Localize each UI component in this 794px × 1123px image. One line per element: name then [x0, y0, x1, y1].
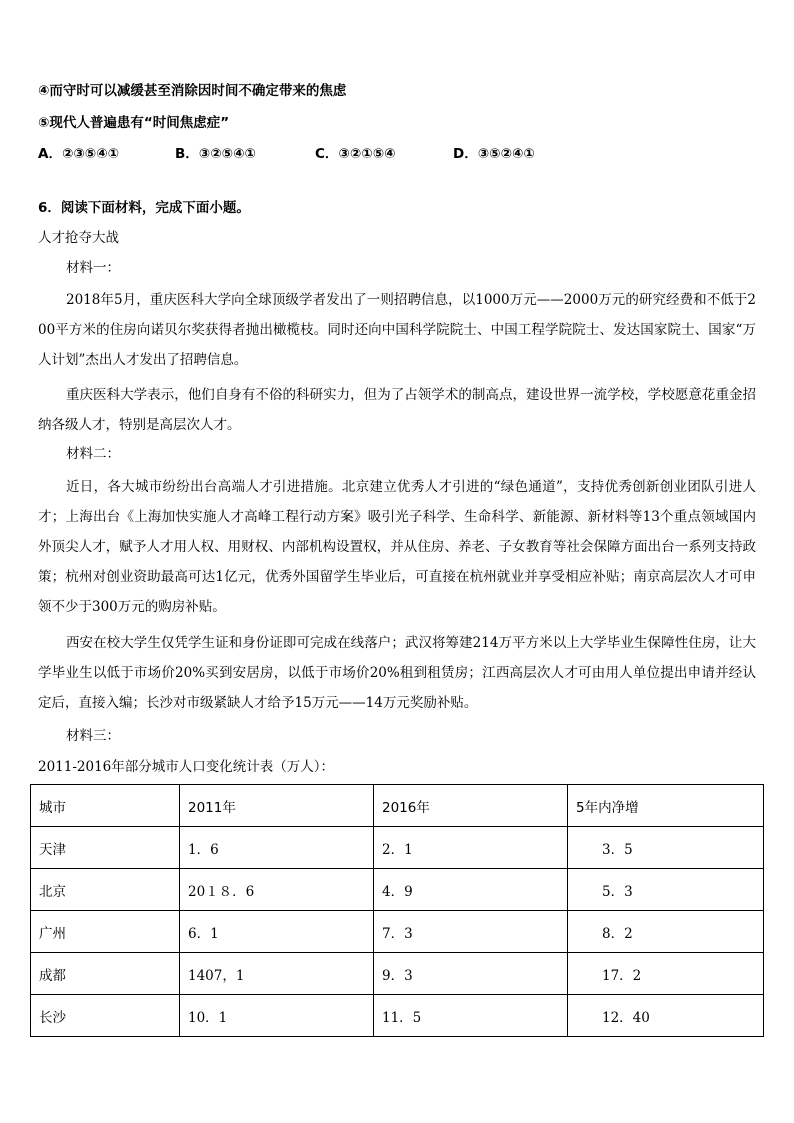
cell-2011: 20１８．6 [180, 869, 374, 911]
cell-net-increase: 5．3 [568, 869, 764, 911]
material-1-label: 材料一： [66, 260, 120, 276]
article-title: 人才抢夺大战 [38, 230, 119, 246]
table-row [31, 995, 764, 1037]
cell-net-increase: 3．5 [568, 827, 764, 869]
cell-2011: 1407，1 [180, 953, 374, 995]
option-d[interactable]: D．③⑤②④① [453, 146, 535, 162]
cell-2016: 4．9 [374, 869, 568, 911]
cell-2011: 6．1 [180, 911, 374, 953]
table-row [31, 953, 764, 995]
material-1-paragraph-1: 2018年5月，重庆医科大学向全球顶级学者发出了一则招聘信息，以1000万元——2000万元的研究经费和不低于200平方米的住房向诺贝尔奖获得者抛出橄榄枝。同时还向中国科学院院士、中国工程学院院士、发达国家院士、国家“万人计划”杰出人才发出了招聘信息。 [38, 292, 756, 368]
statement-5: ⑤现代人普遍患有“时间焦虑症” [38, 115, 230, 131]
cell-2016: 9．3 [374, 953, 568, 995]
cell-city: 广州 [31, 911, 180, 953]
cell-2016: 2．1 [374, 827, 568, 869]
header-net-increase: 5年内净增 [568, 785, 764, 827]
header-city: 城市 [31, 785, 180, 827]
cell-net-increase: 8．2 [568, 911, 764, 953]
material-2-paragraph-2: 西安在校大学生仅凭学生证和身份证即可完成在线落户；武汉将筹建214万平方米以上大学毕业生保障性住房，让大学毕业生以低于市场价20%买到安居房，以低于市场价20%租到租赁房；江西高层次人才可由用人单位提出申请并经认定后，直接入编；长沙对市级紧缺人才给予15万元——14万元奖励补贴。 [38, 635, 756, 711]
material-2-paragraph-1: 近日，各大城市纷纷出台高端人才引进措施。北京建立优秀人才引进的“绿色通道”，支持优秀创新创业团队引进人才；上海出台《上海加快实施人才高峰工程行动方案》吸引光子科学、生命科学、新能源、新材料等13个重点领域国内外顶尖人才，赋予人才用人权、用财权、内部机构设置权，并从住房、养老、子女教育等社会保障方面出台一系列支持政策；杭州对创业资助最高可达1亿元，优秀外国留学生毕业后，可直接在杭州就业并享受相应补贴；南京高层次人才可申领不少于300万元的购房补贴。 [38, 479, 756, 615]
option-a[interactable]: A．②③⑤④① [38, 146, 120, 162]
cell-city: 成都 [31, 953, 180, 995]
table-header-row [31, 785, 764, 827]
table-row [31, 827, 764, 869]
question-title: 6．阅读下面材料，完成下面小题。 [38, 200, 250, 216]
header-2011: 2011年 [180, 785, 374, 827]
header-2016: 2016年 [374, 785, 568, 827]
option-c[interactable]: C．③②①⑤④ [315, 146, 396, 162]
table-caption: 2011-2016年部分城市人口变化统计表（万人）： [38, 759, 335, 775]
cell-city: 长沙 [31, 995, 180, 1037]
table-row [31, 869, 764, 911]
material-2-label: 材料二： [66, 446, 120, 462]
population-table [30, 784, 764, 1037]
material-3-label: 材料三： [66, 728, 120, 744]
cell-net-increase: 17．2 [568, 953, 764, 995]
cell-2011: 10．1 [180, 995, 374, 1037]
table-row [31, 911, 764, 953]
material-1-paragraph-2: 重庆医科大学表示，他们自身有不俗的科研实力，但为了占领学术的制高点，建设世界一流学校，学校愿意花重金招纳各级人才，特别是高层次人才。 [38, 387, 756, 433]
statement-4: ④而守时可以减缓甚至消除因时间不确定带来的焦虑 [38, 83, 347, 99]
cell-2011: 1．6 [180, 827, 374, 869]
option-b[interactable]: B．③②⑤④① [175, 146, 256, 162]
cell-2016: 7．3 [374, 911, 568, 953]
cell-net-increase: 12．40 [568, 995, 764, 1037]
cell-city: 天津 [31, 827, 180, 869]
cell-city: 北京 [31, 869, 180, 911]
cell-2016: 11．5 [374, 995, 568, 1037]
